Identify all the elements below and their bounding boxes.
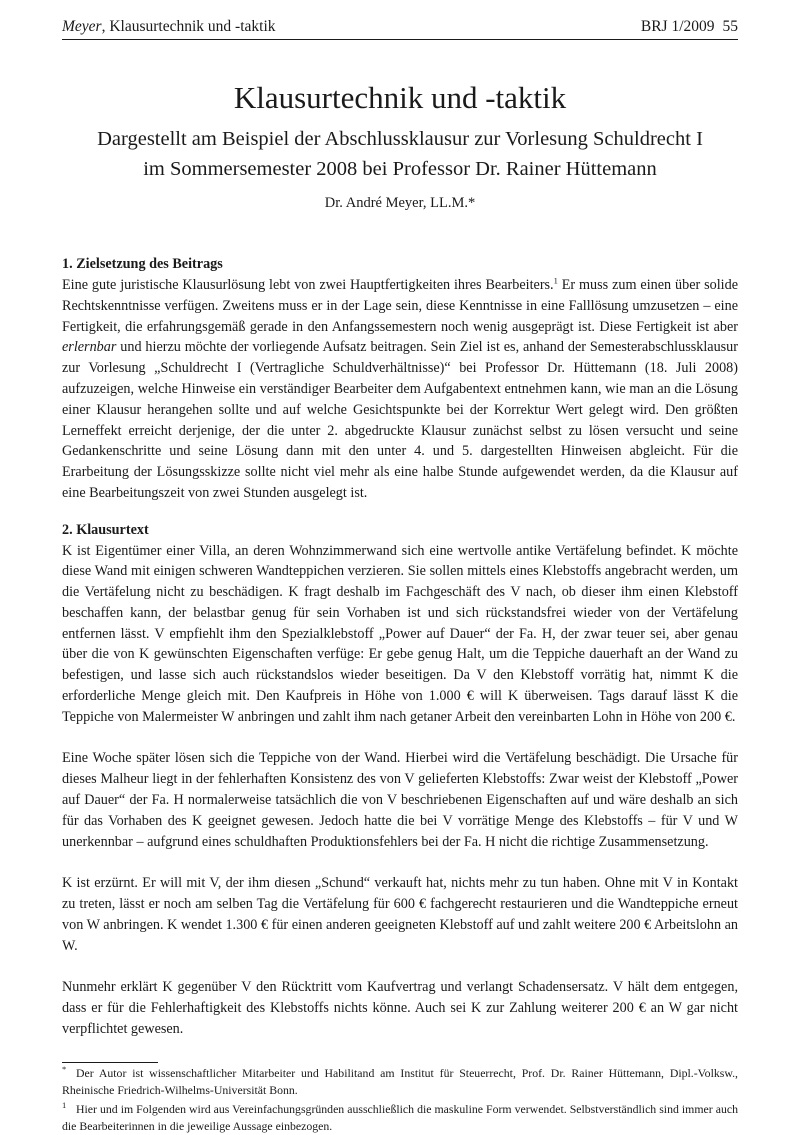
footnote-ref-1[interactable]: 1 <box>553 275 558 286</box>
section-heading-klausurtext: 2. Klausurtext <box>62 521 149 538</box>
subtitle-line-2: im Sommersemester 2008 bei Professor Dr. Rainer Hüttemann <box>143 158 657 181</box>
footnote-text: Der Autor ist wissenschaftlicher Mitarbeiter und Habilitand am Institut für Steuerrecht, Prof. Dr. Rainer Hüttemann, Dipl.-Volksw., Rheinische Friedrich-Wilhelms-Universität Bonn. <box>62 1065 738 1097</box>
author-byline: Dr. André Meyer, LL.M.* <box>324 195 476 212</box>
para-text: und hierzu möchte der vorliegende Aufsatz beitragen. Sein Ziel ist es, anhand der Semesterabschlussklausur zur Vorlesung „Schuldrecht I (Vertragliche Schuldverhältnisse)“ bei Professor Dr. Hüttemann (18. Juli 2008) aufzuzeigen, welche Hinweise ein verständiger Bearbeiter dem Aufgabentext entnehmen kann, wie man an die Lösung einer Klausur herangehen sollte und auf welche Gesichtspunkte bei der Korrektur Wert gelegt wird. Den größten Lerneffekt erreicht derjenige, der die unter 2. abgedruckte Klausur zunächst selbst zu lösen versucht und seine Gedankenschritte und seine Lösung dann mit den unter 4. und 5. dargestellten Hinweisen abgleicht. Für die Erarbeitung der Lösungsskizze sollte nicht viel mehr als eine halbe Stunde aufgewendet werden, da die Klausur auf eine Bearbeitungszeit von zwei Stunden ausgelegt ist. <box>62 339 738 501</box>
article-subtitle <box>62 124 738 186</box>
header-journal: BRJ 1/2009 <box>640 18 715 35</box>
header-right <box>641 18 738 36</box>
footnote-author: * Der Autor ist wissenschaftlicher Mitarbeiter und Habilitand am Institut für Steuerrecht, Prof. Dr. Rainer Hüttemann, Dipl.-Volksw., Rheinische Friedrich-Wilhelms-Universität Bonn. <box>62 1063 738 1097</box>
footnote-text: Hier und im Folgenden wird aus Vereinfachungsgründen ausschließlich die maskuline Form verwendet. Selbstverständlich sind immer auch die Bearbeiterinnen in die jeweilige Aussage einbezogen. <box>62 1101 738 1133</box>
document-page <box>62 18 738 1135</box>
footnote-1: $^1$ Hier und im Folgenden wird aus Vereinfachungsgründen ausschließlich die maskuline Form verwendet. Selbstverständlich sind immer auch die Bearbeiterinnen in die jeweilige Aussage einbezogen. <box>62 1099 738 1133</box>
article-title: Klausurtechnik und -taktik <box>233 80 567 115</box>
paragraph-klausurtext-2: Eine Woche später lösen sich die Teppiche von der Wand. Hierbei wird die Vertäfelung beschädigt. Die Ursache für dieses Malheur liegt in der fehlerhaften Konsistenz des von V gelieferten Klebstoffs: Zwar weist der Klebstoff „Power auf Dauer“ der Fa. H normalerweise tatsächlich die von V beschriebenen Eigenschaften auf und wäre deshalb an sich für das Vorhaben des K geeignet gewesen. Jedoch hatte die bei V vorrätige Menge des Klebstoffs – für V und W unerkennbar – aufgrund eines schuldhaften Produktionsfehlers bei der Fa. H nicht die richtige Zusammensetzung. <box>62 750 738 850</box>
header-author: Meyer <box>62 18 102 35</box>
paragraph-klausurtext-4: Nunmehr erklärt K gegenüber V den Rücktritt vom Kaufvertrag und verlangt Schadensersatz. V hält dem entgegen, dass er für die Fehlerhaftigkeit des Klebstoffs nichts könne. Auch sei K zur Zahlung weiterer 200 € an W gar nicht verpflichtet gewesen. <box>62 979 738 1037</box>
header-topic: , Klausurtechnik und -taktik <box>101 18 276 35</box>
section-heading-zielsetzung: 1. Zielsetzung des Beitrags <box>62 256 223 273</box>
paragraph-klausurtext-1: K ist Eigentümer einer Villa, an deren Wohnzimmerwand sich eine wertvolle antike Vertäfelung befindet. K möchte diese Wand mit einigen schweren Wandteppichen verzieren. Sie sollen mittels eines Klebstoffs angebracht werden, um die Vertäfelung nicht zu beschädigen. K fragt deshalb im Fachgeschäft des V nach, ob dieser ihm einen Klebstoff beschaffen kann, der belastbar genug für sein Vorhaben ist und sich rückstandsfrei wieder von der Vertäfelung entfernen lässt. V empfiehlt ihm den Spezialklebstoff „Power auf Dauer“ der Fa. H, der zwar teuer sei, aber genau über die von K gewünschten Eigenschaften verfüge: Er gebe genug Halt, um die Teppiche dauerhaft an der Wand zu befestigen, und lasse sich auch rückstandslos wieder beseitigen. Da V den Klebstoff vorrätig hat, nimmt K die erforderliche Menge gleich mit. Den Kaufpreis in Höhe von 1.000 € will K überweisen. Tags darauf lässt K die Teppiche von Malermeister W anbringen und zahlt ihm nach getaner Arbeit den vereinbarten Lohn in Höhe von 200 €. <box>62 542 738 725</box>
subtitle-line-1: Dargestellt am Beispiel der Abschlussklausur zur Vorlesung Schuldrecht I <box>97 127 703 150</box>
para-text: Er muss zum einen über solide Rechtskenntnisse verfügen. Zweitens muss er in der Lage sein, diese Kenntnisse in eine Falllösung umzusetzen – eine Fertigkeit, die erfahrungsgemäß gerade in den Anfangssemestern noch wenig ausgeprägt ist. Diese Fertigkeit ist aber <box>62 276 738 335</box>
paragraph-klausurtext-3: K ist erzürnt. Er will mit V, der ihm diesen „Schund“ verkauft hat, nichts mehr zu tun haben. Ohne mit V in Kontakt zu treten, lässt er noch am selben Tag die Vertäfelung für 600 € fachgerecht restaurieren und die Wandteppiche erneut von W anbringen. K wendet 1.300 € für einen anderen geeigneten Klebstoff auf und zahlt weitere 200 € Arbeitslohn an W. <box>62 875 738 954</box>
header-page-number: 55 <box>722 18 738 35</box>
header-left <box>62 18 276 36</box>
running-header <box>62 18 738 40</box>
emphasis-text: erlernbar <box>62 339 117 356</box>
paragraph-zielsetzung <box>62 275 738 504</box>
para-text: Eine gute juristische Klausurlösung lebt von zwei Hauptfertigkeiten ihres Bearbeiters. <box>62 276 554 293</box>
footnote-divider <box>62 1062 158 1063</box>
